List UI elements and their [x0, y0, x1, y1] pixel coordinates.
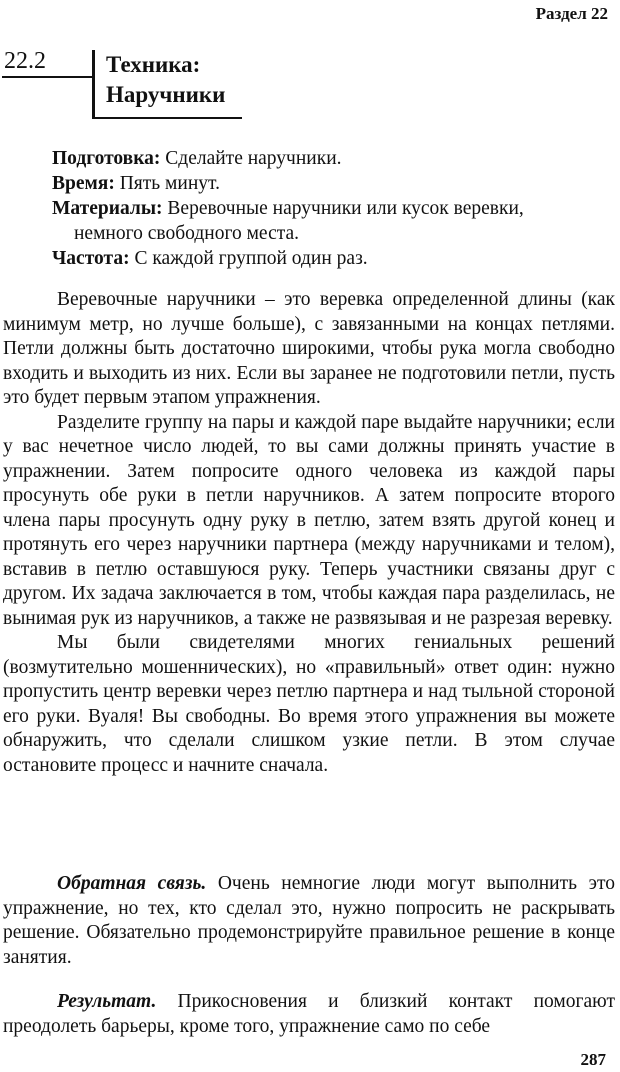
title-line-1: Техника: [106, 52, 201, 77]
meta-preparation [52, 146, 608, 171]
body-paragraph-2: Разделите группу на пары и каждой паре выдайте наручники; если у вас нечетное число людей, то вы сами должны принять участие в упражнении. Затем попросите одного человека из каждой пары просунуть обе руки в петли наручников. А затем попросите второго члена пары просунуть одну руку в петлю, затем взять другой конец и протянуть его через наручники партнера (между наручниками и телом), вставив в петлю оставшуюся руку. Теперь участники связаны друг с другом. Их задача заключается в том, чтобы каждая пара разделилась, не вынимая рук из наручников, а также не развязывая и не разрезая веревку. [3, 411, 615, 629]
prep-label: Подготовка: [52, 148, 161, 169]
materials-value: Веревочные наручники или кусок веревки, [167, 198, 524, 219]
frequency-label: Частота: [52, 248, 130, 269]
materials-label: Материалы: [52, 198, 163, 219]
feedback-section [3, 872, 615, 970]
result-text: Прикосновения и близкий контакт помогают преодолеть барьеры, кроме того, упражнение само по себе [3, 991, 615, 1037]
prep-value: Сделайте наручники. [165, 148, 342, 169]
heading-divider [92, 50, 95, 118]
feedback-text: Очень немногие люди могут выполнить это упражнение, но тех, кто сделал это, нужно попросить не раскрывать решение. Обязательно продемонстрируйте правильное решение в конце занятия. [3, 873, 615, 968]
meta-frequency [52, 246, 608, 271]
exercise-meta [52, 146, 608, 271]
result-paragraph [3, 990, 615, 1039]
page-title [106, 50, 225, 110]
meta-materials [52, 196, 608, 221]
result-section [3, 990, 615, 1039]
time-value: Пять минут. [119, 173, 220, 194]
title-line-2: Наручники [106, 82, 226, 107]
result-label: Результат. [57, 991, 157, 1012]
body-paragraph-3: Мы были свидетелями многих гениальных решений (возмутительно мошеннических), но «правильный» ответ один: нужно пропустить центр веревки через петлю партнера и над тыльной стороной его руки. Вуаля! Вы свободны. Во время этого упражнения вы можете обнаружить, что сделали слишком узкие петли. В этом случае остановите процесс и начните сначала. [3, 632, 615, 776]
section-number: 22.2 [4, 48, 46, 74]
title-underline [92, 117, 242, 119]
body-text [3, 288, 615, 778]
time-label: Время: [52, 173, 115, 194]
body-paragraph-1: Веревочные наручники – это веревка определенной длины (как минимум метр, но лучше больше), с завязанными на концах петлями. Петли должны быть достаточно широкими, чтобы рука могла свободно входить и выходить из них. Если вы заранее не подготовили петли, пусть это будет первым этапом упражнения. [3, 289, 615, 408]
feedback-paragraph [3, 872, 615, 970]
frequency-value: С каждой группой один раз. [134, 248, 368, 269]
page-number: 287 [580, 1050, 606, 1069]
section-header: Раздел 22 [535, 4, 608, 23]
section-number-underline [2, 76, 92, 78]
meta-time [52, 171, 608, 196]
feedback-label: Обратная связь. [57, 873, 207, 894]
meta-materials-cont: немного свободного места. [74, 223, 300, 244]
